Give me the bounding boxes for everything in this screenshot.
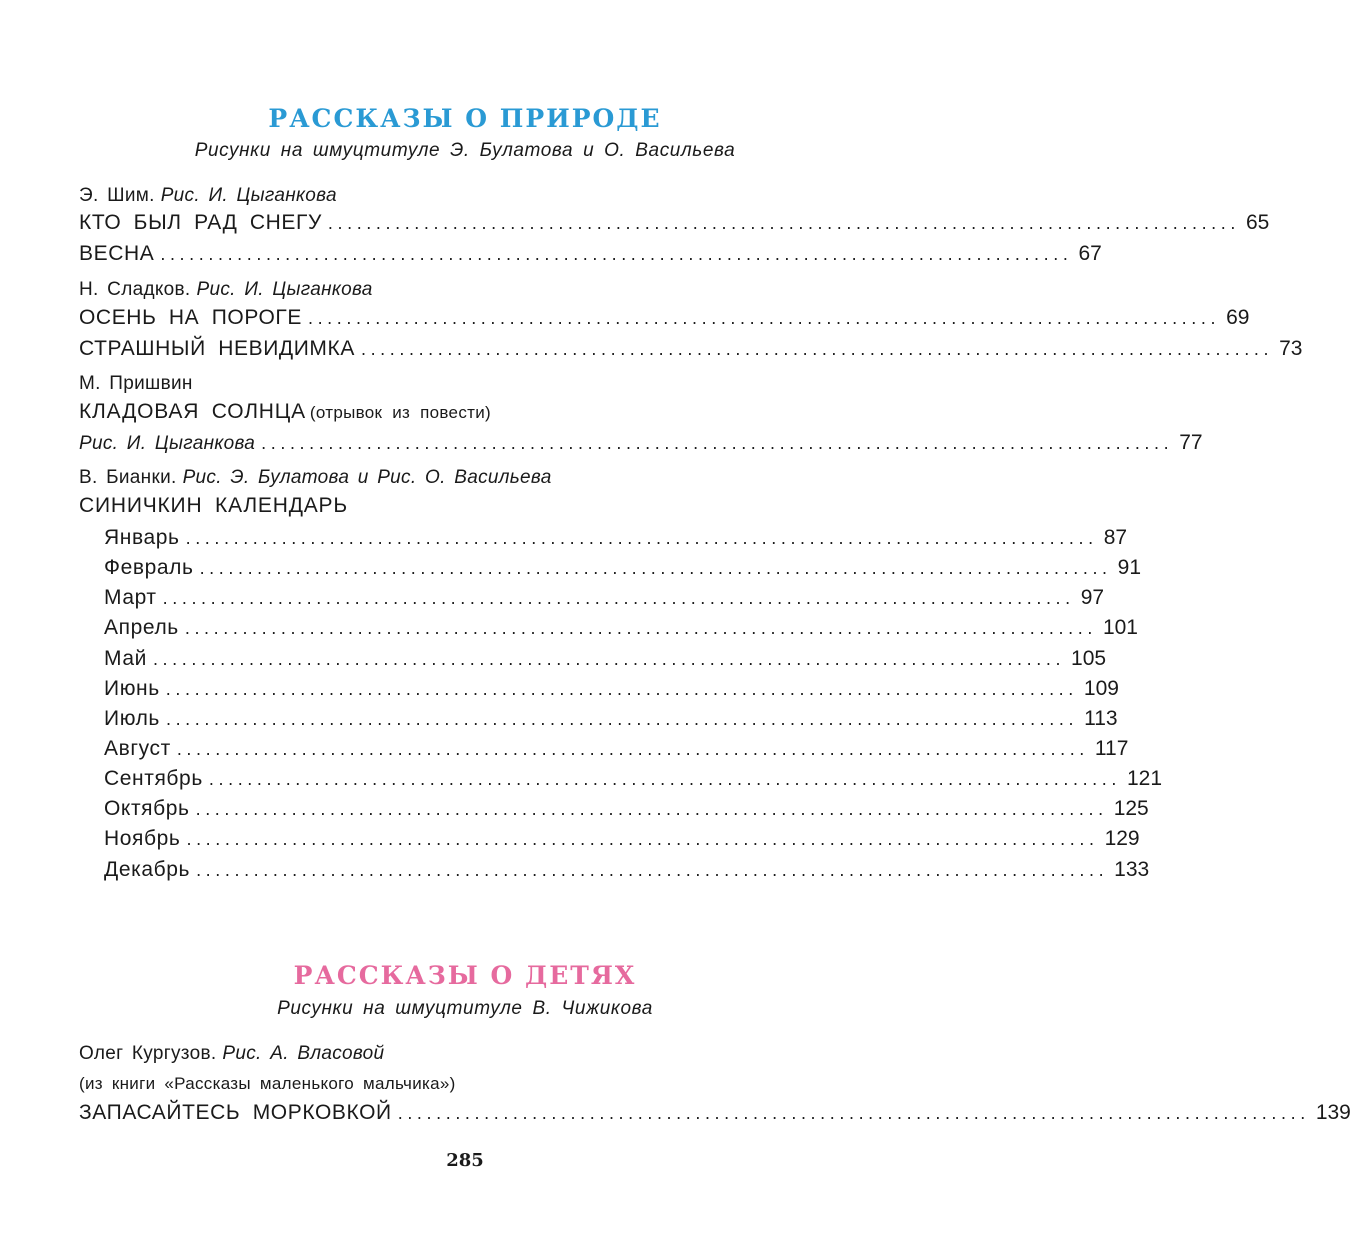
toc-entry-month[interactable] xyxy=(104,586,1105,610)
entry-title: ЗАПАСАЙТЕСЬ МОРКОВКОЙ xyxy=(79,1101,392,1124)
entry-title: Ноябрь xyxy=(104,827,181,850)
entry-page: 133 xyxy=(1114,858,1150,881)
entry-page: 129 xyxy=(1104,827,1140,850)
work-title: КЛАДОВАЯ СОЛНЦА xyxy=(79,400,306,423)
toc-entry[interactable] xyxy=(79,1101,1351,1125)
dot-leader: ............................................................................................... xyxy=(185,528,1098,548)
entry-title: Февраль xyxy=(104,556,194,579)
illustrator: Рис. И. Цыганкова xyxy=(160,185,337,206)
entry-page: 101 xyxy=(1102,616,1138,639)
author-name: Н. Сладков. xyxy=(79,279,191,300)
author-line-kurguzov xyxy=(79,1043,384,1065)
entry-page: 73 xyxy=(1279,337,1303,360)
dot-leader: ............................................................................................... xyxy=(165,679,1078,699)
entry-title: Август xyxy=(104,737,171,760)
toc-entry-month[interactable] xyxy=(104,767,1163,791)
dot-leader: ............................................................................................... xyxy=(195,799,1108,819)
toc-entry-month[interactable] xyxy=(104,616,1138,640)
toc-entry-month[interactable] xyxy=(104,707,1118,731)
author-name: Э. Шим. xyxy=(79,185,155,206)
entry-title: Март xyxy=(104,586,157,609)
entry-page: 113 xyxy=(1084,707,1118,730)
entry-page: 77 xyxy=(1179,431,1203,454)
section-title-children: РАССКАЗЫ О ДЕТЯХ xyxy=(293,961,637,990)
section-subtitle-children: Рисунки на шмуцтитуле В. Чижикова xyxy=(277,998,653,1019)
entry-title: КТО БЫЛ РАД СНЕГУ xyxy=(79,211,322,234)
author-line-bianki xyxy=(79,467,552,489)
entry-title: СТРАШНЫЙ НЕВИДИМКА xyxy=(79,337,355,360)
entry-page: 67 xyxy=(1078,242,1102,265)
entry-page: 109 xyxy=(1083,677,1119,700)
toc-entry-month[interactable] xyxy=(104,737,1129,761)
entry-title: Июль xyxy=(104,707,160,730)
work-title: СИНИЧКИН КАЛЕНДАРЬ xyxy=(79,494,348,517)
entry-page: 117 xyxy=(1094,737,1129,760)
entry-page: 105 xyxy=(1071,647,1107,670)
toc-entry-month[interactable] xyxy=(104,556,1142,580)
entry-page: 121 xyxy=(1126,767,1163,790)
work-heading-bianki xyxy=(79,494,348,518)
toc-entry-month[interactable] xyxy=(104,797,1149,821)
toc-entry[interactable] xyxy=(79,306,1250,330)
author-name: Олег Кургузов. xyxy=(79,1043,217,1064)
entry-page: 125 xyxy=(1113,797,1149,820)
section-subtitle-nature: Рисунки на шмуцтитуле Э. Булатова и О. Васильева xyxy=(194,140,736,161)
entry-title: Декабрь xyxy=(104,858,191,881)
entry-title: Июнь xyxy=(104,677,160,700)
dot-leader: ............................................................................................... xyxy=(162,588,1075,608)
illustrator: Рис. И. Цыганкова xyxy=(196,279,373,300)
dot-leader: ............................................................................................... xyxy=(208,769,1121,789)
dot-leader: ............................................................................................... xyxy=(160,244,1073,264)
entry-title: Октябрь xyxy=(104,797,190,820)
section-title-nature: РАССКАЗЫ О ПРИРОДЕ xyxy=(268,104,662,133)
entry-page: 69 xyxy=(1226,306,1250,329)
dot-leader: ............................................................................................... xyxy=(327,213,1240,233)
toc-entry-month[interactable] xyxy=(104,858,1150,882)
toc-entry-month[interactable] xyxy=(104,827,1140,851)
toc-entry[interactable] xyxy=(79,431,1203,455)
author-line-sladkov xyxy=(79,279,373,301)
work-heading-prishvin xyxy=(79,400,491,424)
entry-page: 97 xyxy=(1080,586,1105,609)
dot-leader: ............................................................................................... xyxy=(152,649,1066,669)
entry-page: 65 xyxy=(1245,211,1270,234)
dot-leader: ............................................................................................... xyxy=(199,558,1112,578)
entry-title: Апрель xyxy=(104,616,179,639)
dot-leader: ............................................................................................... xyxy=(261,433,1174,453)
dot-leader: ............................................................................................... xyxy=(307,308,1221,328)
entry-page: 139 xyxy=(1315,1101,1351,1124)
entry-illustrator: Рис. И. Цыганкова xyxy=(79,433,256,454)
dot-leader: ............................................................................................... xyxy=(360,339,1274,359)
toc-entry-month[interactable] xyxy=(104,647,1107,671)
author-line-shim xyxy=(79,185,337,207)
toc-entry[interactable] xyxy=(79,337,1303,361)
work-note: (отрывок из повести) xyxy=(309,403,491,422)
illustrator: Рис. Э. Булатова и Рис. О. Васильева xyxy=(182,467,552,488)
dot-leader: ............................................................................................... xyxy=(397,1103,1310,1123)
dot-leader: ............................................................................................... xyxy=(196,860,1109,880)
illustrator: Рис. А. Власовой xyxy=(222,1043,385,1064)
author-name: В. Бианки. xyxy=(79,467,177,488)
source-note: (из книги «Рассказы маленького мальчика») xyxy=(79,1074,456,1093)
toc-entry-month[interactable] xyxy=(104,677,1119,701)
entry-title: Сентябрь xyxy=(104,767,203,790)
page-number: 285 xyxy=(446,1150,484,1171)
entry-title: ОСЕНЬ НА ПОРОГЕ xyxy=(79,306,302,329)
entry-title: ВЕСНА xyxy=(79,242,155,265)
dot-leader: ............................................................................................... xyxy=(186,829,1099,849)
entry-title: Январь xyxy=(104,526,180,549)
toc-entry[interactable] xyxy=(79,211,1270,235)
author-name: М. Пришвин xyxy=(79,373,193,394)
dot-leader: ............................................................................................... xyxy=(165,709,1079,729)
entry-title: Май xyxy=(104,647,147,670)
entry-page: 91 xyxy=(1117,556,1142,579)
author-line-prishvin xyxy=(79,373,193,395)
dot-leader: ............................................................................................... xyxy=(176,739,1089,759)
toc-entry[interactable] xyxy=(79,242,1102,266)
toc-entry-month[interactable] xyxy=(104,526,1128,550)
dot-leader: ............................................................................................... xyxy=(184,618,1097,638)
entry-page: 87 xyxy=(1103,526,1128,549)
